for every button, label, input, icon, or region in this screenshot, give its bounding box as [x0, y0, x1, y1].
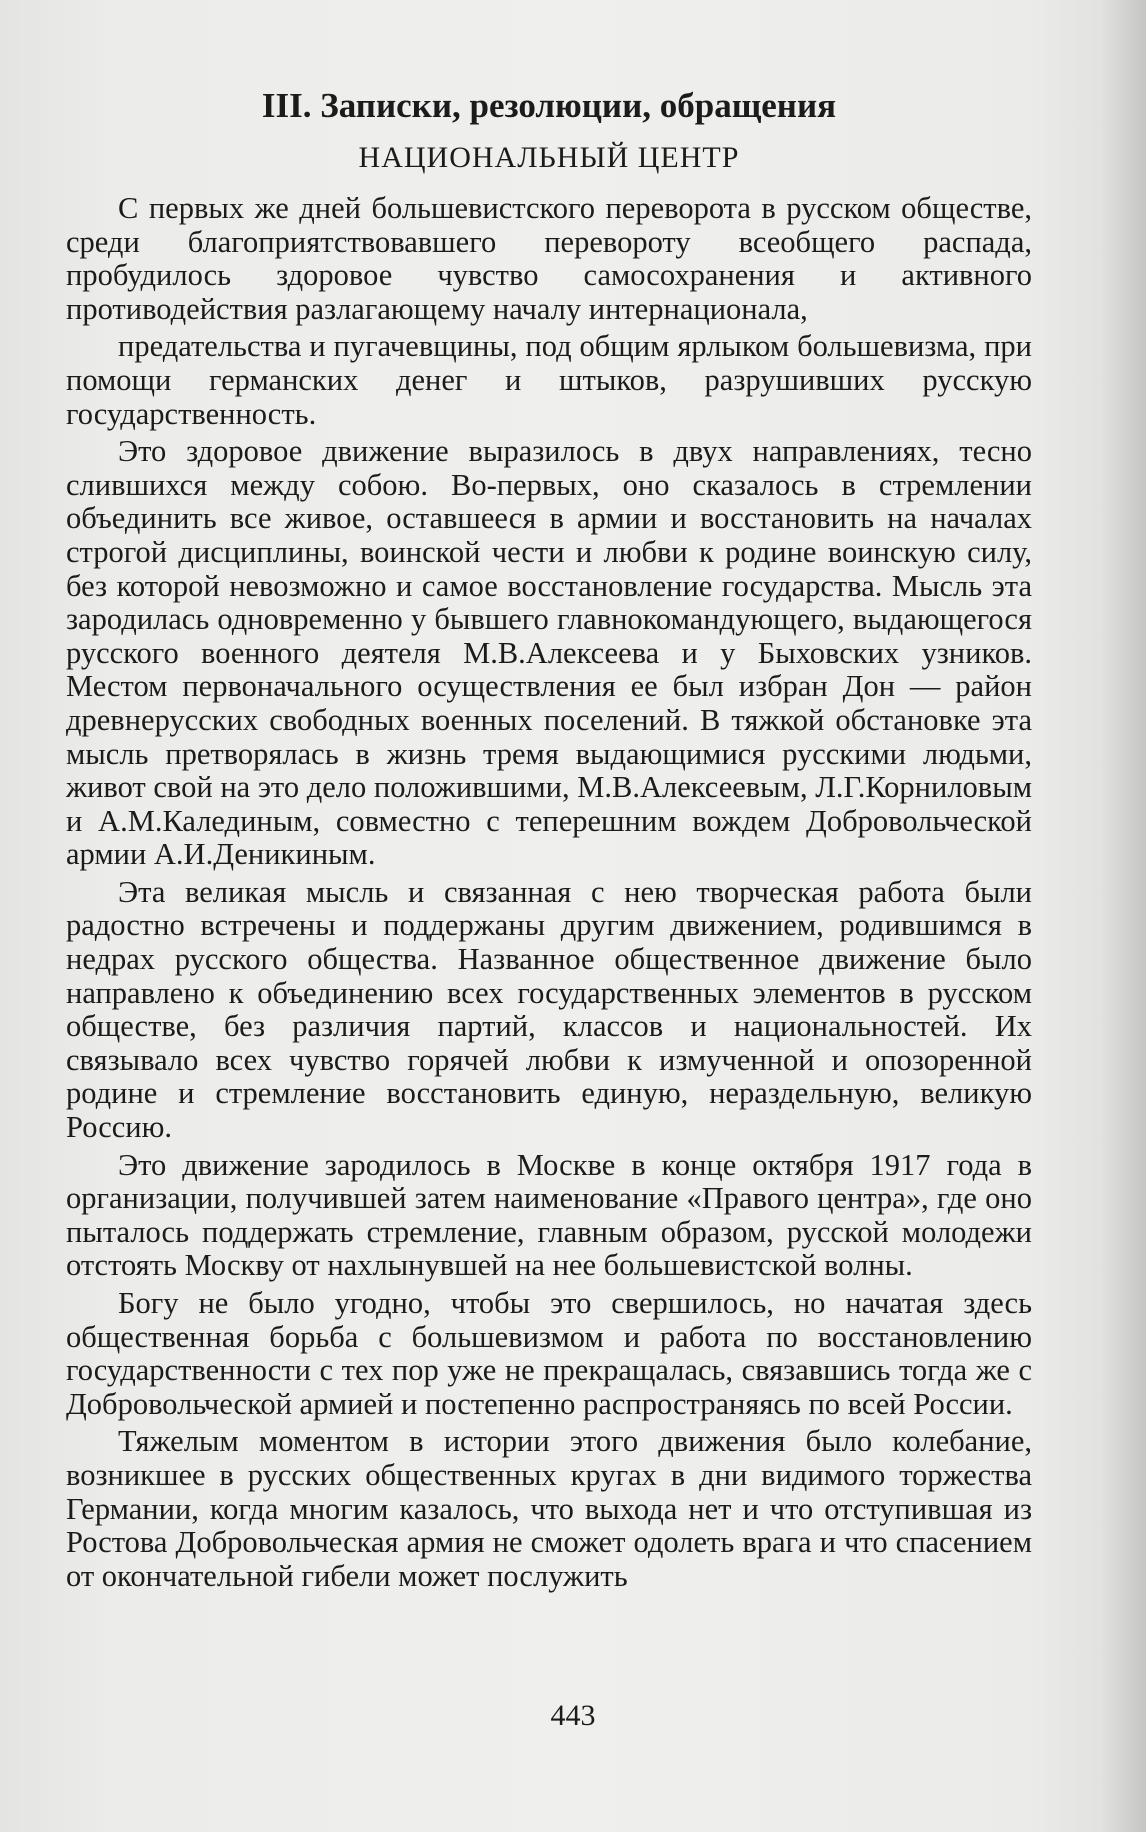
paragraph-1: С первых же дней большевистского переворота в русском обществе, среди благоприятствовавшего перевороту всеобщего распада, пробудилось здоровое чувство самосохранения и активного противодействия разлагающему началу интернационала, [66, 191, 1032, 326]
article-title: НАЦИОНАЛЬНЫЙ ЦЕНТР [358, 141, 740, 174]
section-title: III. Записки, резолюции, обращения [261, 86, 837, 125]
page-number: 443 [550, 1699, 596, 1732]
paragraph-7: Тяжелым моментом в истории этого движения было колебание, возникшее в русских общественных кругах в дни видимого торжества Германии, когда многим казалось, что выхода нет и что отступившая из Ростова Добровольческая армия не сможет одолеть врага и что спасением от окончательной гибели может послужить [66, 1424, 1032, 1593]
paragraph-3: Это здоровое движение выразилось в двух направлениях, тесно слившихся между собою. Во-первых, оно сказалось в стремлении объединить все живое, оставшееся в армии и восстановить на началах строгой дисциплины, воинской чести и любви к родине воинскую силу, без которой невозможно и самое восстановление государства. Мысль эта зародилась одновременно у бывшего главнокомандующего, выдающегося русского военного деятеля М.В.Алексеева и у Быховских узников. Местом первоначального осуществления ее был избран Дон — район древнерусских свободных военных поселений. В тяжкой обстановке эта мысль претворялась в жизнь тремя выдающимися русскими людьми, живот свой на это дело положившими, М.В.Алексеевым, Л.Г.Корниловым и А.М.Калединым, совместно с теперешним вождем Добровольческой армии А.И.Деникиным. [66, 434, 1032, 872]
paragraph-2: предательства и пугачевщины, под общим ярлыком большевизма, при помощи германских денег и штыков, разрушивших русскую государственность. [66, 329, 1032, 431]
paragraph-5: Это движение зародилось в Москве в конце октября 1917 года в организации, получившей затем наименование «Правого центра», где оно пыталось поддержать стремление, главным образом, русской молодежи отстоять Москву от нахлынувшей на нее большевистской волны. [66, 1147, 1032, 1283]
paragraph-6: Богу не было угодно, чтобы это свершилось, но начатая здесь общественная борьба с большевизмом и работа по восстановлению государственности с тех пор уже не прекращалась, связавшись тогда же с Добровольческой армией и постепенно распространяясь по всей России. [66, 1286, 1032, 1421]
page-edge-shadow [1100, 0, 1146, 1832]
paragraph-4: Эта великая мысль и связанная с нею творческая работа были радостно встречены и поддержаны другим движением, родившимся в недрах русского общества. Названное общественное движение было направлено к объединению всех государственных элементов в русском обществе, без различия партий, классов и национальностей. Их связывало всех чувство горячей любви к измученной и опозоренной родине и стремление восстановить единую, нераздельную, великую Россию. [66, 874, 1032, 1145]
page-text-block [66, 84, 1032, 1597]
